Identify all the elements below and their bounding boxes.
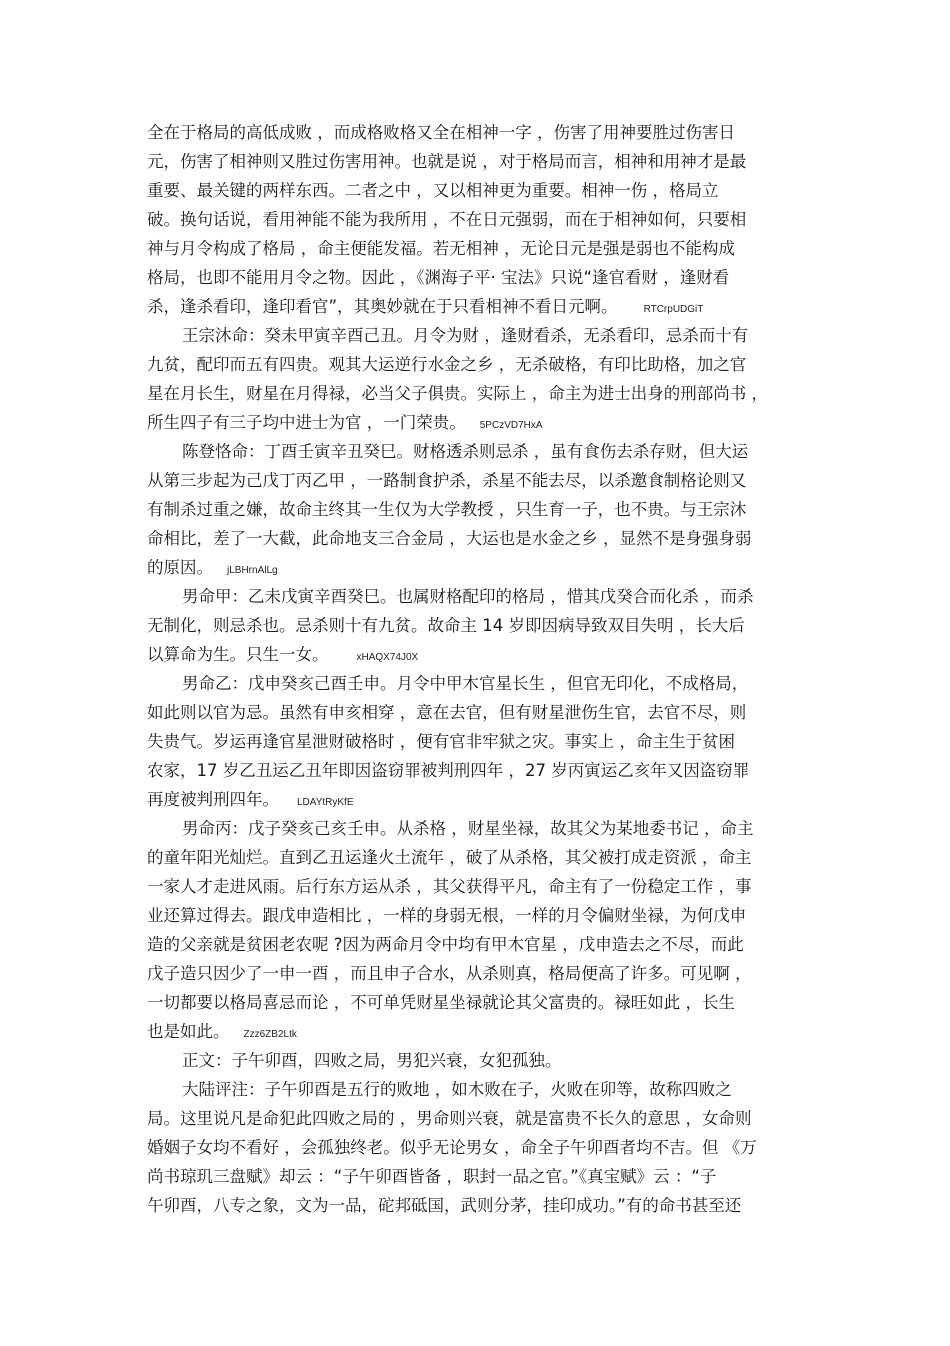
text-line: 尚书琼玑三盘赋》却云 ：“子午卯酉皆备 ，职封一品之官。”《真宝赋》云 ：“子: [147, 1167, 717, 1186]
text-line: 正文：子午卯酉，四败之局，男犯兴衰，女犯孤独。: [182, 1051, 562, 1070]
text-line: 的童年阳光灿烂。直到乙丑运逢火土流年 ，破了从杀格，其父被打成走资派 ，命主: [147, 848, 752, 867]
text-line: [147, 790, 354, 813]
line-text: 以算命为生。只生一女。: [147, 645, 329, 664]
text-line: 农家，17 岁乙丑运乙丑年即因盗窃罪被判刑四年 ，27 岁丙寅运乙亥年又因盗窃罪: [147, 761, 750, 780]
text-line: 失贵气。岁运再逢官星泄财破格时 ，便有官非牢狱之灾。事实上 ，命主生于贫困: [147, 732, 735, 751]
line-text: 所生四子有三子均中进士为官 ，一门荣贵。: [147, 413, 466, 432]
line-text: 杀，逢杀看印，逢印看官”，其奥妙就在于只看相神不看日元啊。: [147, 297, 618, 316]
text-line: 元，伤害了相神则又胜过伤害用神。也就是说 ，对于格局而言，相神和用神才是最: [147, 152, 747, 171]
line-text: 再度被判刑四年。: [147, 790, 279, 809]
text-line: 男命乙：戊申癸亥己酉壬申。月令中甲木官星长生 ，但官无印化，不成格局，: [182, 674, 749, 693]
text-line: 婚姻子女均不看好 ，会孤独终老。似乎无论男女 ，命全子午卯酉者均不吉。但 《万: [147, 1138, 757, 1157]
text-line: 造的父亲就是贫困老农呢 ?因为两命月令中均有甲木官星 ，戊申造去之不尽，而此: [147, 935, 744, 954]
text-line: 格局，也即不能用月令之物。因此 ，《渊海子平· 宝法》只说“逢官看财 ，逢财看: [147, 268, 730, 287]
text-line: 大陆评注：子午卯酉是五行的败地 ，如木败在子，火败在卯等，故称四败之: [182, 1080, 732, 1099]
text-line: [147, 413, 543, 436]
watermark-code: Zzz6ZB2Ltk: [243, 1029, 297, 1040]
text-line: 午卯酉，八专之象，文为一品，砣邦砥国，武则分茅，挂印成功。”有的命书甚至还: [147, 1196, 742, 1215]
text-line: 星在月长生，财星在月得禄，必当父子俱贵。实际上 ，命主为进士出身的刑部尚书 ，: [147, 384, 768, 403]
line-text: 的原因。: [147, 558, 213, 577]
text-line: 命相比，差了一大截，此命地支三合金局 ，大运也是水金之乡 ，显然不是身强身弱: [147, 529, 752, 548]
watermark-code: 5PCzVD7HxA: [479, 420, 543, 431]
text-line: 全在于格局的高低成败 ，而成格败格又全在相神一字 ，伤害了用神要胜过伤害日: [147, 123, 735, 142]
text-line: 局。这里说凡是命犯此四败之局的 ，男命则兴衰，就是富贵不长久的意思 ，女命则: [147, 1109, 752, 1128]
watermark-code: LDAYtRyKfE: [297, 797, 354, 808]
text-line: 戊子造只因少了一申一酉 ，而且申子合水，从杀则真，格局便高了许多。可见啊 ，: [147, 964, 752, 983]
text-line: 九贫，配印而五有四贵。观其大运逆行水金之乡 ，无杀破格，有印比助格，加之官: [147, 355, 747, 374]
text-line: [147, 1022, 297, 1045]
text-line: [147, 297, 703, 320]
text-line: [147, 558, 278, 581]
text-line: 王宗沐命：癸未甲寅辛酉己丑。月令为财 ，逢财看杀，无杀看印，忌杀而十有: [182, 326, 749, 345]
text-line: 陈登恪命：丁酉壬寅辛丑癸巳。财格透杀则忌杀 ，虽有食伤去杀存财，但大运: [182, 442, 749, 461]
watermark-code: jLBHrnAlLg: [227, 565, 278, 576]
text-line: 从第三步起为己戊丁丙乙甲 ，一路制食护杀，杀星不能去尽，以杀邀食制格论则又: [147, 471, 747, 490]
text-line: 男命丙：戊子癸亥己亥壬申。从杀格 ，财星坐禄，故其父为某地委书记 ，命主: [182, 819, 754, 838]
text-line: [147, 645, 418, 668]
text-line: 无制化，则忌杀也。忌杀则十有九贫。故命主 14 岁即因病导致双目失明 ，长大后: [147, 616, 745, 635]
text-line: 业还算过得去。跟戊申造相比 ，一样的身弱无根，一样的月令偏财坐禄，为何戊申: [147, 906, 747, 925]
watermark-code: RTCrpUDGiT: [643, 304, 704, 315]
text-line: 一家人才走进风雨。后行东方运从杀 ，其父获得平凡，命主有了一份稳定工作 ，事: [147, 877, 752, 896]
text-line: 一切都要以格局喜忌而论 ，不可单凭财星坐禄就论其父富贵的。禄旺如此 ，长生: [147, 993, 735, 1012]
text-line: 神与月令构成了格局 ，命主便能发福。若无相神 ，无论日元是强是弱也不能构成: [147, 239, 735, 258]
watermark-code: xHAQX74J0X: [356, 652, 419, 663]
text-line: 有制杀过重之嫌，故命主终其一生仅为大学教授 ，只生育一子，也不贵。与王宗沐: [147, 500, 747, 519]
text-line: 男命甲：乙未戊寅辛酉癸巳。也属财格配印的格局 ，惜其戊癸合而化杀 ，而杀: [182, 587, 754, 606]
line-text: 也是如此。: [147, 1022, 230, 1041]
text-line: 重要、最关键的两样东西。二者之中 ，又以相神更为重要。相神一伤 ，格局立: [147, 181, 719, 200]
text-line: 如此则以官为忌。虽然有申亥相穿 ，意在去官，但有财星泄伤生官，去官不尽，则: [147, 703, 747, 722]
text-line: 破。换句话说，看用神能不能为我所用 ，不在日元强弱，而在于相神如何，只要相: [147, 210, 747, 229]
